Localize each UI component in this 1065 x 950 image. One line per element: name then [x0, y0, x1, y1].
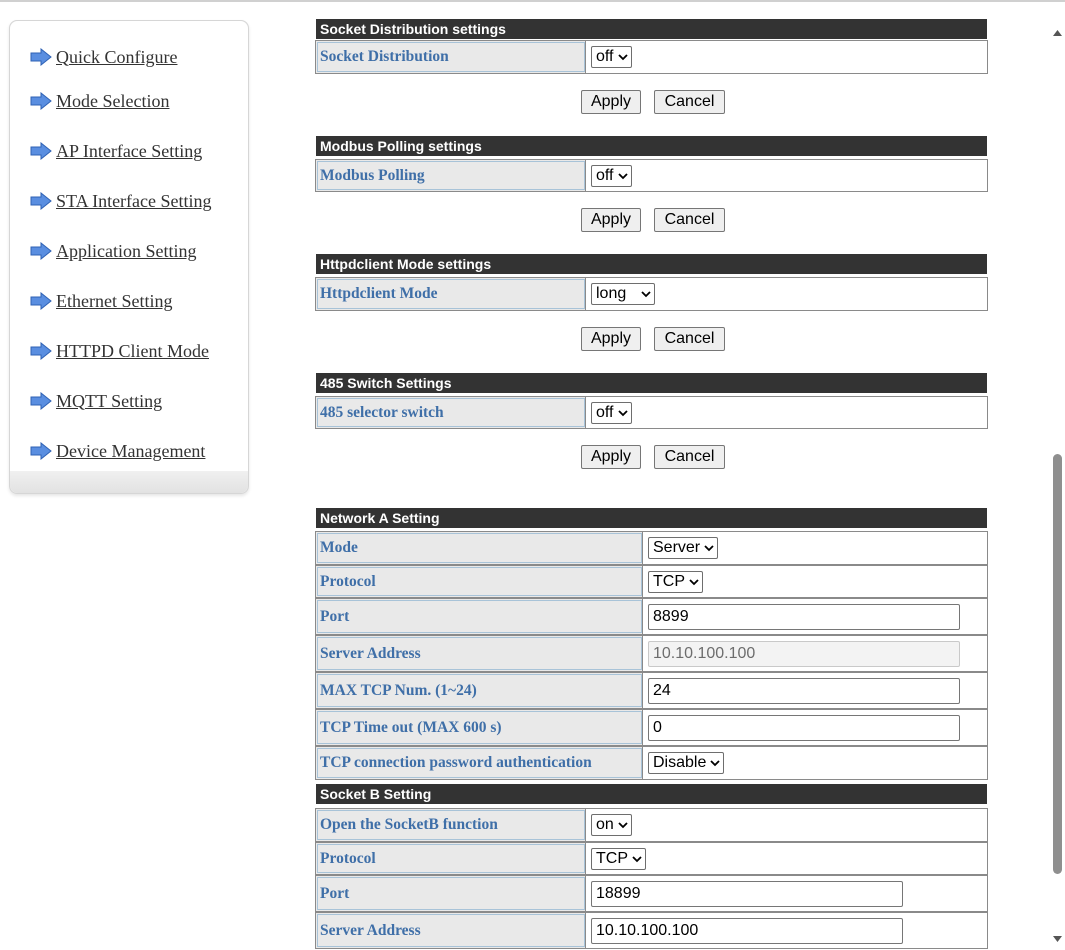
- sidebar-item-sta-interface-setting[interactable]: [30, 188, 212, 214]
- modbus-polling-cancel-button[interactable]: Cancel: [654, 208, 725, 232]
- sidebar-item-label[interactable]: AP Interface Setting: [56, 140, 203, 161]
- select-value: TCP: [596, 849, 628, 867]
- httpdclient-mode-cell: [586, 278, 987, 310]
- sidebar-item-label[interactable]: Device Management: [56, 440, 206, 461]
- top-border: [0, 0, 1065, 2]
- sidebar-item-device-management[interactable]: [30, 438, 205, 464]
- sidebar-item-label[interactable]: Ethernet Setting: [56, 290, 173, 311]
- socket-b-open-cell: [586, 809, 987, 841]
- socket-b-port-label: Port: [316, 876, 586, 911]
- switch-485-row: [315, 396, 988, 429]
- socket-b-protocol-row: [315, 842, 988, 875]
- network-a-server-address-cell: [643, 636, 987, 671]
- network-a-port-input[interactable]: 8899: [648, 604, 960, 630]
- sidebar-item-label[interactable]: Application Setting: [56, 240, 197, 261]
- socket-b-server-address-cell: [586, 913, 987, 948]
- select-value: TCP: [653, 572, 685, 590]
- modbus-polling-apply-button[interactable]: Apply: [581, 208, 641, 232]
- network-a-tcp-timeout-input[interactable]: 0: [648, 715, 960, 741]
- network-a-server-address-label: Server Address: [316, 636, 643, 671]
- socket-b-open-label: Open the SocketB function: [316, 809, 586, 841]
- select-value: long: [596, 285, 627, 302]
- network-a-protocol-select[interactable]: [648, 571, 703, 593]
- network-a-max-tcp-input[interactable]: 24: [648, 678, 960, 704]
- select-value: off: [596, 48, 614, 65]
- network-a-tcp-timeout-label: TCP Time out (MAX 600 s): [316, 710, 643, 745]
- scrollbar-thumb[interactable]: [1053, 454, 1062, 874]
- chevron-down-icon: [618, 53, 628, 61]
- httpdclient-mode-cancel-button[interactable]: Cancel: [654, 327, 725, 351]
- sidebar-item-ap-interface-setting[interactable]: [30, 138, 202, 164]
- modbus-polling-cell: [586, 160, 987, 191]
- sidebar-item-mqtt-setting[interactable]: [30, 388, 162, 414]
- socket-b-server-address-row: [315, 912, 988, 949]
- arrow-right-icon: [30, 48, 52, 66]
- network-a-max-tcp-row: [315, 672, 988, 709]
- select-value: on: [596, 816, 614, 833]
- arrow-right-icon: [30, 142, 52, 160]
- httpdclient-mode-header: Httpdclient Mode settings: [316, 254, 987, 274]
- network-a-server-address-row: [315, 635, 988, 672]
- socket-b-open-select[interactable]: [591, 814, 632, 836]
- switch-485-cancel-button[interactable]: Cancel: [654, 445, 725, 469]
- httpdclient-mode-select[interactable]: [591, 283, 655, 305]
- select-value: Server: [653, 539, 701, 556]
- scroll-up-arrow-icon[interactable]: [1052, 28, 1063, 38]
- socket-b-server-address-input[interactable]: 10.10.100.100: [591, 918, 903, 944]
- sidebar-item-label[interactable]: HTTPD Client Mode: [56, 340, 209, 361]
- socket-distribution-apply-button[interactable]: Apply: [581, 90, 641, 114]
- network-a-server-address-input: 10.10.100.100: [648, 641, 960, 667]
- socket-b-port-input[interactable]: 18899: [591, 881, 903, 907]
- modbus-polling-row: [315, 159, 988, 192]
- network-a-mode-select[interactable]: [648, 537, 718, 559]
- socket-distribution-select[interactable]: [591, 46, 632, 68]
- httpdclient-mode-row: [315, 277, 988, 311]
- socket-distribution-header: Socket Distribution settings: [316, 19, 987, 39]
- chevron-down-icon: [689, 578, 699, 586]
- switch-485-apply-button[interactable]: Apply: [581, 445, 641, 469]
- chevron-down-icon: [704, 544, 714, 552]
- socket-distribution-row: [315, 40, 988, 74]
- socket-b-port-row: [315, 875, 988, 912]
- arrow-right-icon: [30, 442, 52, 460]
- network-a-tcp-auth-row: [315, 746, 988, 780]
- switch-485-label: 485 selector switch: [316, 397, 586, 428]
- network-a-port-label: Port: [316, 599, 643, 634]
- sidebar-item-httpd-client-mode[interactable]: [30, 338, 209, 364]
- network-a-mode-cell: [643, 532, 987, 564]
- sidebar-item-label[interactable]: MQTT Setting: [56, 390, 163, 411]
- network-a-header: Network A Setting: [316, 508, 987, 528]
- socket-b-header: Socket B Setting: [316, 784, 987, 804]
- socket-b-port-cell: [586, 876, 987, 911]
- network-a-protocol-row: [315, 565, 988, 598]
- switch-485-cell: [586, 397, 987, 428]
- modbus-polling-select[interactable]: [591, 165, 632, 187]
- socket-b-protocol-cell: [586, 843, 987, 874]
- network-a-port-cell: [643, 599, 987, 634]
- sidebar-footer: [10, 471, 248, 493]
- arrow-right-icon: [30, 342, 52, 360]
- chevron-down-icon: [618, 821, 628, 829]
- network-a-port-row: [315, 598, 988, 635]
- modbus-polling-label: Modbus Polling: [316, 160, 586, 191]
- network-a-max-tcp-label: MAX TCP Num. (1~24): [316, 673, 643, 708]
- network-a-tcp-auth-label: TCP connection password authentication: [316, 747, 643, 779]
- socket-distribution-cell: [586, 41, 987, 73]
- network-a-protocol-cell: [643, 566, 987, 597]
- socket-b-protocol-select[interactable]: [591, 848, 646, 870]
- modbus-polling-header: Modbus Polling settings: [316, 136, 987, 156]
- socket-b-server-address-label: Server Address: [316, 913, 586, 948]
- vertical-scrollbar[interactable]: [1050, 22, 1065, 950]
- network-a-tcp-timeout-row: [315, 709, 988, 746]
- sidebar-item-mode-selection[interactable]: [30, 88, 169, 114]
- scroll-down-arrow-icon[interactable]: [1052, 934, 1063, 944]
- network-a-max-tcp-cell: [643, 673, 987, 708]
- network-a-tcp-auth-select[interactable]: [648, 752, 724, 774]
- arrow-right-icon: [30, 242, 52, 260]
- network-a-protocol-label: Protocol: [316, 566, 643, 597]
- sidebar-item-label[interactable]: Mode Selection: [56, 90, 170, 111]
- network-a-mode-row: [315, 531, 988, 565]
- network-a-tcp-auth-cell: [643, 747, 987, 779]
- chevron-down-icon: [632, 855, 642, 863]
- network-a-mode-label: Mode: [316, 532, 643, 564]
- switch-485-header: 485 Switch Settings: [316, 373, 987, 393]
- select-value: Disable: [653, 754, 707, 771]
- arrow-right-icon: [30, 92, 52, 110]
- socket-b-open-row: [315, 808, 988, 842]
- sidebar-item-application-setting[interactable]: [30, 238, 196, 264]
- socket-distribution-cancel-button[interactable]: Cancel: [654, 90, 725, 114]
- sidebar-item-label[interactable]: STA Interface Setting: [56, 190, 212, 211]
- sidebar-item-ethernet-setting[interactable]: [30, 288, 172, 314]
- select-value: off: [596, 166, 614, 184]
- network-a-tcp-timeout-cell: [643, 710, 987, 745]
- select-value: off: [596, 403, 614, 421]
- arrow-right-icon: [30, 292, 52, 310]
- chevron-down-icon: [710, 759, 720, 767]
- socket-b-protocol-label: Protocol: [316, 843, 586, 874]
- sidebar-item-label[interactable]: Quick Configure: [56, 46, 178, 67]
- switch-485-select[interactable]: [591, 402, 632, 424]
- arrow-right-icon: [30, 192, 52, 210]
- httpdclient-mode-label: Httpdclient Mode: [316, 278, 586, 310]
- chevron-down-icon: [618, 409, 628, 417]
- chevron-down-icon: [618, 172, 628, 180]
- chevron-down-icon: [641, 290, 651, 298]
- socket-distribution-label: Socket Distribution: [316, 41, 586, 73]
- httpdclient-mode-apply-button[interactable]: Apply: [581, 327, 641, 351]
- arrow-right-icon: [30, 392, 52, 410]
- sidebar-item-quick-configure[interactable]: [30, 44, 177, 70]
